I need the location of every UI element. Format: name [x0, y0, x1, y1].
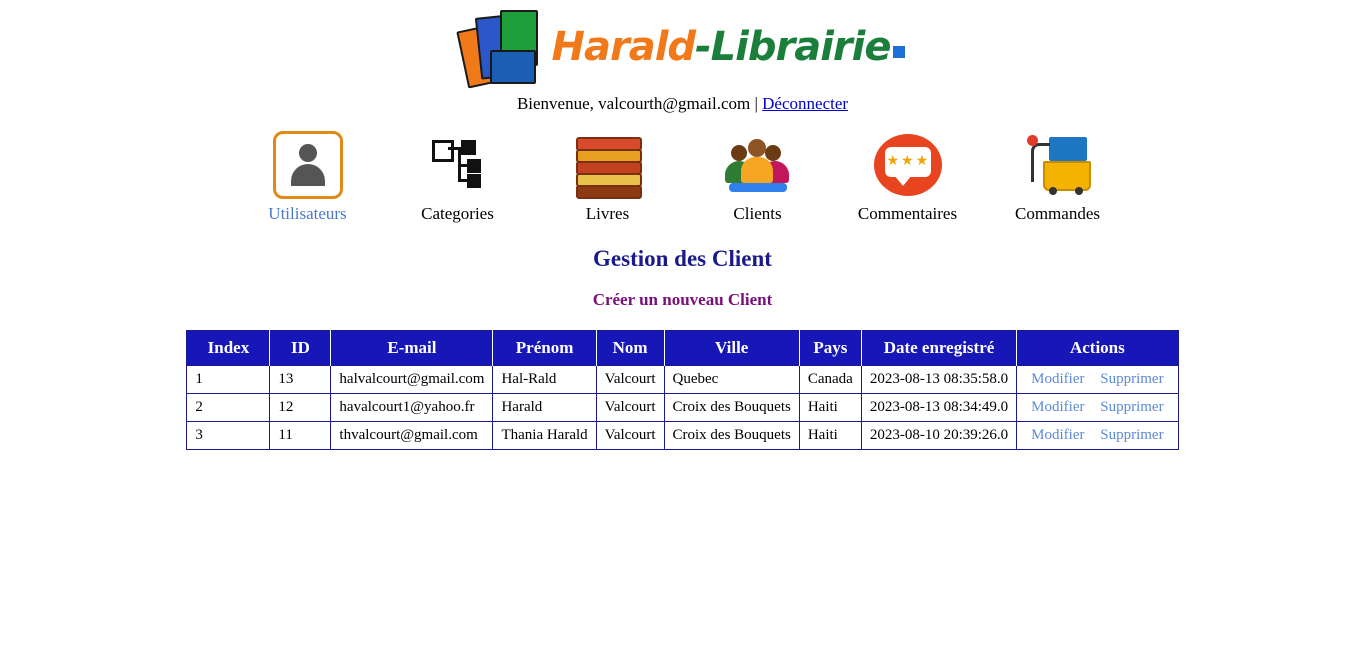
user-card-icon: [248, 130, 368, 200]
cell-pays: Canada: [799, 366, 861, 394]
clients-table-body: [187, 366, 1178, 450]
cell-pays: Haiti: [799, 394, 861, 422]
cell-ville: Croix des Bouquets: [664, 394, 799, 422]
table-row: [187, 422, 1178, 450]
cell-ville: Quebec: [664, 366, 799, 394]
books-stack-icon: [548, 130, 668, 200]
col-ville: Ville: [664, 331, 799, 366]
col-email: E-mail: [331, 331, 493, 366]
cell-nom: Valcourt: [596, 394, 664, 422]
clients-table-wrap: [0, 330, 1365, 450]
col-index: Index: [187, 331, 270, 366]
table-row: [187, 366, 1178, 394]
cell-ville: Croix des Bouquets: [664, 422, 799, 450]
cell-pays: Haiti: [799, 422, 861, 450]
col-actions: Actions: [1017, 331, 1178, 366]
brand-wordmark: [552, 24, 906, 70]
page-title: Gestion des Client: [593, 246, 772, 271]
col-nom: Nom: [596, 331, 664, 366]
create-client-link-wrap: [0, 290, 1365, 310]
nav-label-clients: Clients: [733, 204, 782, 223]
table-header-row: [187, 331, 1178, 366]
delete-link[interactable]: Supprimer: [1100, 427, 1164, 443]
create-client-link[interactable]: Créer un nouveau Client: [592, 290, 773, 309]
brand-harald: Harald: [551, 24, 696, 70]
cell-id: 12: [270, 394, 331, 422]
cell-index: 2: [187, 394, 270, 422]
nav-item-commentaires[interactable]: [848, 130, 968, 224]
cell-email: halvalcourt@gmail.com: [331, 366, 493, 394]
shopping-cart-icon: [998, 130, 1118, 200]
welcome-bar: [0, 94, 1365, 114]
col-date: Date enregistré: [861, 331, 1016, 366]
nav-label-utilisateurs: Utilisateurs: [268, 204, 347, 223]
site-logo[interactable]: [0, 0, 1365, 86]
clients-table-head: [187, 331, 1178, 366]
cell-email: thvalcourt@gmail.com: [331, 422, 493, 450]
col-id: ID: [270, 331, 331, 366]
table-row: [187, 394, 1178, 422]
main-nav: [0, 130, 1365, 224]
delete-link[interactable]: Supprimer: [1100, 371, 1164, 387]
cell-email: havalcourt1@yahoo.fr: [331, 394, 493, 422]
nav-item-clients[interactable]: [698, 130, 818, 224]
nav-item-livres[interactable]: [548, 130, 668, 224]
nav-label-commandes: Commandes: [1015, 204, 1100, 223]
edit-link[interactable]: Modifier: [1031, 399, 1085, 415]
cell-id: 11: [270, 422, 331, 450]
edit-link[interactable]: Modifier: [1031, 371, 1085, 387]
brand-dash: -: [695, 24, 711, 70]
nav-label-categories: Categories: [421, 204, 494, 223]
col-prenom: Prénom: [493, 331, 596, 366]
welcome-text: Bienvenue, valcourth@gmail.com: [516, 94, 751, 113]
welcome-separator: |: [754, 94, 758, 113]
cell-index: 1: [187, 366, 270, 394]
books-logo-icon: [460, 8, 542, 86]
clients-group-icon: [698, 130, 818, 200]
nav-item-categories[interactable]: [398, 130, 518, 224]
comment-bubble-icon: ★★★: [848, 130, 968, 200]
nav-label-livres: Livres: [585, 204, 630, 223]
edit-link[interactable]: Modifier: [1031, 427, 1085, 443]
cell-actions: [1017, 422, 1178, 450]
cell-index: 3: [187, 422, 270, 450]
cell-date: 2023-08-10 20:39:26.0: [861, 422, 1016, 450]
cell-id: 13: [270, 366, 331, 394]
cell-date: 2023-08-13 08:35:58.0: [861, 366, 1016, 394]
cell-prenom: Harald: [493, 394, 596, 422]
nav-item-utilisateurs[interactable]: [248, 130, 368, 224]
cell-nom: Valcourt: [596, 366, 664, 394]
nav-label-commentaires: Commentaires: [857, 204, 958, 223]
col-pays: Pays: [799, 331, 861, 366]
cell-actions: [1017, 394, 1178, 422]
cell-prenom: Hal-Rald: [493, 366, 596, 394]
brand-librairie: Librairie: [710, 24, 891, 70]
brand-dot-icon: [893, 46, 905, 58]
cell-actions: [1017, 366, 1178, 394]
clients-table: [186, 330, 1178, 450]
logout-link[interactable]: Déconnecter: [762, 94, 849, 113]
category-tree-icon: [398, 130, 518, 200]
nav-item-commandes[interactable]: [998, 130, 1118, 224]
cell-date: 2023-08-13 08:34:49.0: [861, 394, 1016, 422]
delete-link[interactable]: Supprimer: [1100, 399, 1164, 415]
cell-nom: Valcourt: [596, 422, 664, 450]
cell-prenom: Thania Harald: [493, 422, 596, 450]
